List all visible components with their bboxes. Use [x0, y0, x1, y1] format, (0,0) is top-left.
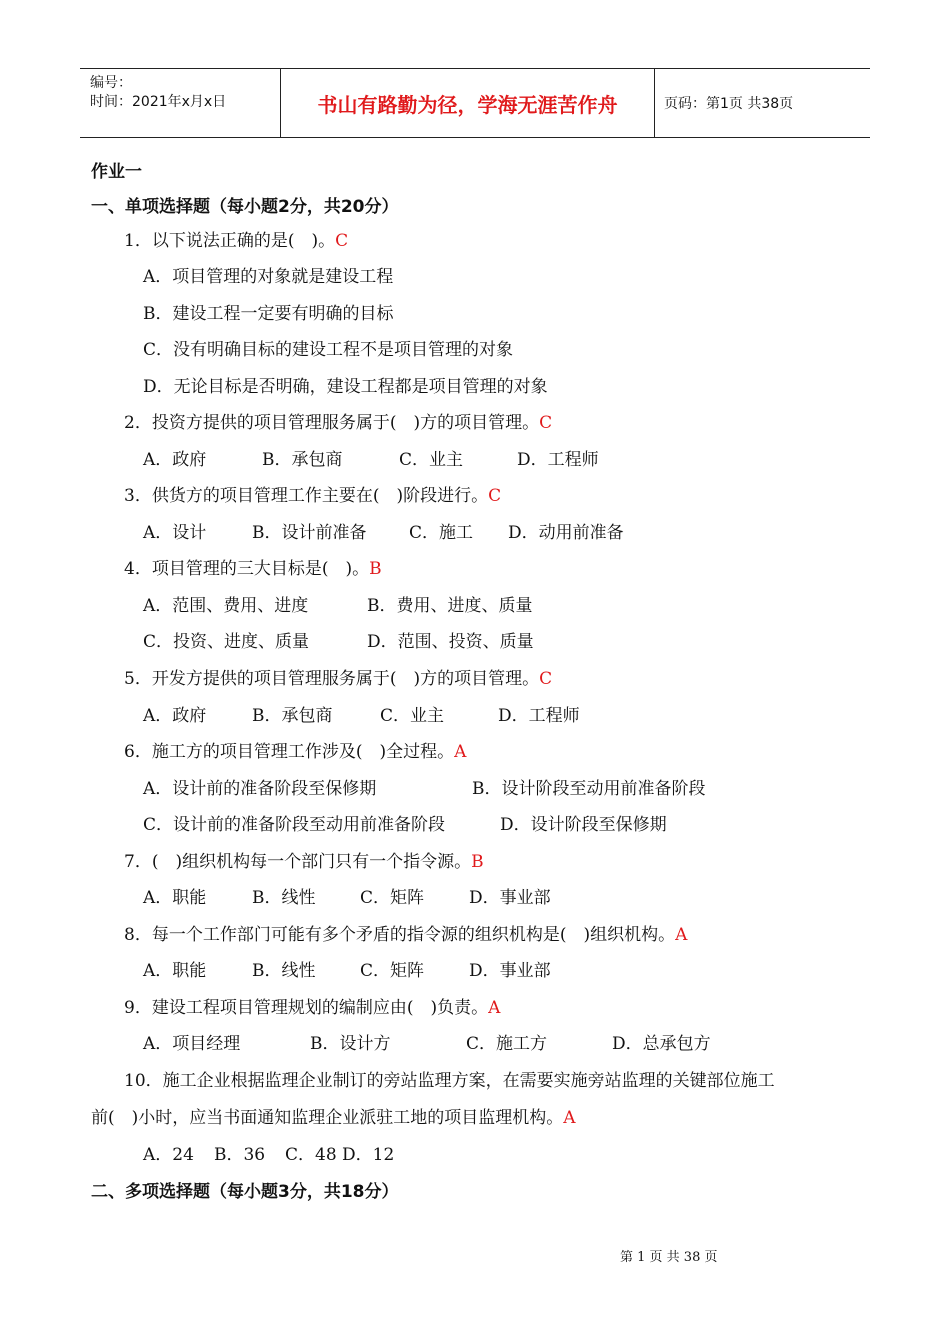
page-number: 页码：第1页 共38页 — [664, 96, 794, 112]
answer: B — [471, 852, 484, 872]
option: D．事业部 — [469, 888, 551, 908]
option: C．设计前的准备阶段至动用前准备阶段 — [143, 815, 446, 835]
question-text: 9．建设工程项目管理规划的编制应由( )负责。 — [124, 998, 489, 1018]
option: B．线性 — [252, 888, 316, 908]
option: A．项目经理 — [143, 1034, 241, 1054]
option: A．范围、费用、进度 — [143, 596, 309, 616]
footer-page-number: 第 1 页 共 38 页 — [620, 1250, 718, 1265]
question-text: 6．施工方的项目管理工作涉及( )全过程。 — [124, 742, 455, 762]
question — [124, 997, 500, 1019]
answer: C — [539, 669, 553, 689]
option: A．政府 — [143, 706, 207, 726]
option: C．业主 — [399, 450, 464, 470]
question — [124, 924, 687, 946]
header-meta — [80, 69, 280, 137]
option: B．费用、进度、质量 — [367, 596, 533, 616]
option: B．设计阶段至动用前准备阶段 — [472, 779, 706, 799]
option: B．设计前准备 — [252, 523, 367, 543]
option: C．施工 — [409, 523, 474, 543]
option: A．24 — [143, 1145, 194, 1165]
section-heading: 一、单项选择题（每小题2分，共20分） — [91, 197, 399, 217]
option: A．项目管理的对象就是建设工程 — [143, 267, 394, 287]
option: C．矩阵 — [360, 888, 425, 908]
option: C．矩阵 — [360, 961, 425, 981]
motto: 书山有路勤为径，学海无涯苦作舟 — [317, 92, 618, 117]
option: A．职能 — [143, 888, 207, 908]
option: B．承包商 — [252, 706, 333, 726]
document-number: 编号： — [90, 75, 132, 91]
option: B．承包商 — [262, 450, 343, 470]
question-text: 10．施工企业根据监理企业制订的旁站监理方案，在需要实施旁站监理的关键部位施工 — [124, 1071, 775, 1091]
option: B．36 — [214, 1145, 266, 1165]
answer: C — [335, 231, 349, 251]
section-heading: 二、多项选择题（每小题3分，共18分） — [91, 1182, 399, 1202]
answer: A — [563, 1108, 576, 1128]
question — [124, 668, 552, 690]
option: A．设计前的准备阶段至保修期 — [143, 779, 377, 799]
option: D．工程师 — [517, 450, 599, 470]
option: C．48 D．12 — [285, 1145, 395, 1165]
option: D．无论目标是否明确，建设工程都是项目管理的对象 — [143, 377, 548, 397]
question — [124, 412, 552, 434]
option: B．建设工程一定要有明确的目标 — [143, 304, 394, 324]
answer: A — [454, 742, 467, 762]
option: A．职能 — [143, 961, 207, 981]
option: D．设计阶段至保修期 — [500, 815, 667, 835]
option: A．政府 — [143, 450, 207, 470]
question — [124, 741, 466, 763]
question-text: 4．项目管理的三大目标是( )。 — [124, 559, 370, 579]
option: B．设计方 — [310, 1034, 391, 1054]
option: C．投资、进度、质量 — [143, 632, 310, 652]
option: C．业主 — [380, 706, 445, 726]
answer: C — [488, 486, 502, 506]
header-motto-cell — [280, 69, 655, 137]
question — [124, 485, 501, 507]
option: D．总承包方 — [612, 1034, 711, 1054]
answer: B — [369, 559, 382, 579]
option: D．范围、投资、质量 — [367, 632, 534, 652]
answer: A — [675, 925, 688, 945]
assignment-title: 作业一 — [91, 162, 142, 182]
document-date: 时间：2021年x月x日 — [90, 94, 227, 110]
option: D．工程师 — [498, 706, 580, 726]
question-text: 5．开发方提供的项目管理服务属于( )方的项目管理。 — [124, 669, 540, 689]
header-page-info — [654, 69, 880, 137]
page-header — [80, 68, 870, 138]
question-text: 3．供货方的项目管理工作主要在( )阶段进行。 — [124, 486, 489, 506]
question-text: 7．( )组织机构每一个部门只有一个指令源。 — [124, 852, 472, 872]
question — [124, 230, 348, 252]
question — [124, 558, 382, 580]
question-text: 1．以下说法正确的是( )。 — [124, 231, 336, 251]
answer: C — [539, 413, 553, 433]
question-text: 前( )小时，应当书面通知监理企业派驻工地的项目监理机构。 — [91, 1108, 564, 1128]
question — [124, 851, 484, 873]
question-text: 2．投资方提供的项目管理服务属于( )方的项目管理。 — [124, 413, 540, 433]
answer: A — [488, 998, 501, 1018]
option: B．线性 — [252, 961, 316, 981]
option: D．动用前准备 — [508, 523, 624, 543]
option: A．设计 — [143, 523, 207, 543]
question — [91, 1107, 576, 1129]
option: C．施工方 — [466, 1034, 548, 1054]
question-text: 8．每一个工作部门可能有多个矛盾的指令源的组织机构是( )组织机构。 — [124, 925, 676, 945]
option: D．事业部 — [469, 961, 551, 981]
option: C．没有明确目标的建设工程不是项目管理的对象 — [143, 340, 514, 360]
